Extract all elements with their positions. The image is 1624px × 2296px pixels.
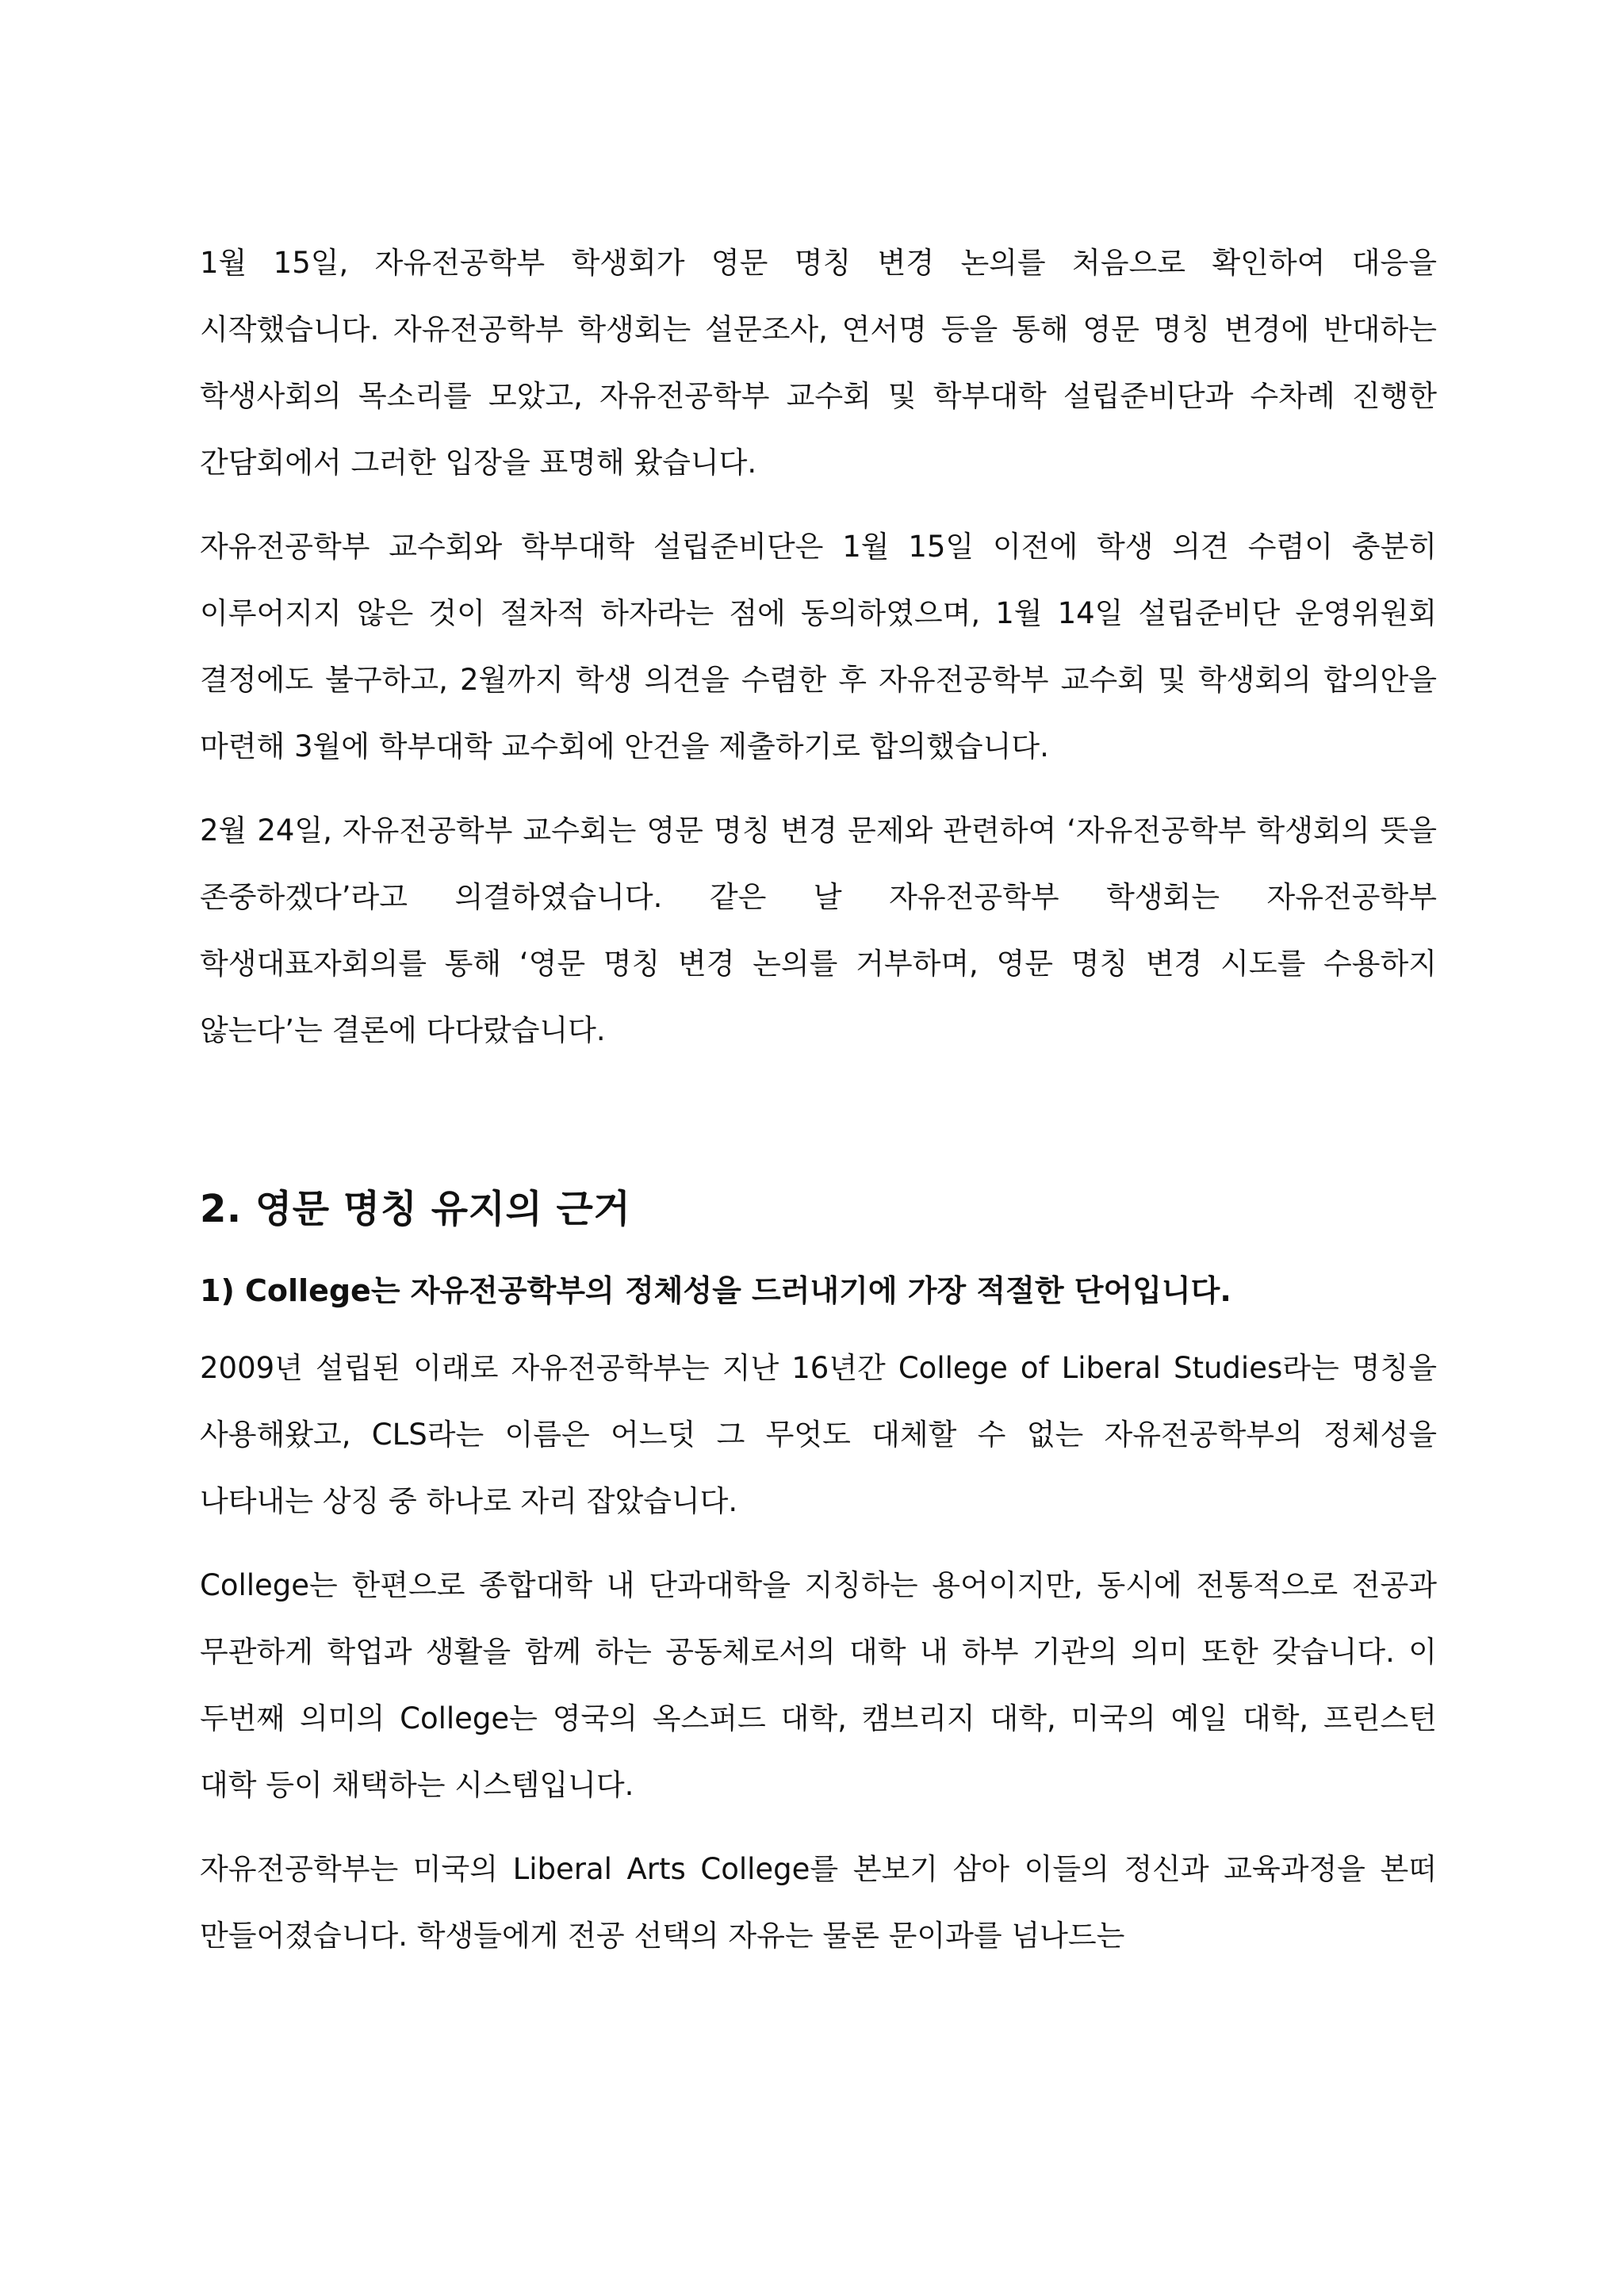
paragraph-section-2: College는 한편으로 종합대학 내 단과대학을 지칭하는 용어이지만, 동시에 전통적으로 전공과 무관하게 학업과 생활을 함께 하는 공동체로서의 대학 내 하부 기관의 의미 또한 갖습니다. 이 두번째 의미의 College는 영국의 옥스퍼드 대학, 캠브리지 대학, 미국의 예일 대학, 프린스턴 대학 등이 채택하는 시스템입니다.: [200, 1568, 1437, 1802]
paragraph-intro-2: 자유전공학부 교수회와 학부대학 설립준비단은 1월 15일 이전에 학생 의견 수렴이 충분히 이루어지지 않은 것이 절차적 하자라는 점에 동의하였으며, 1월 14일 설립준비단 운영위원회 결정에도 불구하고, 2월까지 학생 의견을 수렴한 후 자유전공학부 교수회 및 학생회의 합의안을 마련해 3월에 학부대학 교수회에 안건을 제출하기로 합의했습니다.: [200, 530, 1437, 763]
document-page: [200, 230, 1437, 1987]
paragraph-section-3: 자유전공학부는 미국의 Liberal Arts College를 본보기 삼아 이들의 정신과 교육과정을 본떠 만들어졌습니다. 학생들에게 전공 선택의 자유는 물론 문이과를 넘나드는: [200, 1852, 1437, 1953]
section-heading: 2. 영문 명칭 유지의 근거: [200, 1187, 631, 1231]
sub-heading: 1) College는 자유전공학부의 정체성을 드러내기에 가장 적절한 단어입니다.: [200, 1273, 1231, 1308]
paragraph-intro-1: 1월 15일, 자유전공학부 학생회가 영문 명칭 변경 논의를 처음으로 확인하여 대응을 시작했습니다. 자유전공학부 학생회는 설문조사, 연서명 등을 통해 영문 명칭 변경에 반대하는 학생사회의 목소리를 모았고, 자유전공학부 교수회 및 학부대학 설립준비단과 수차례 진행한 간담회에서 그러한 입장을 표명해 왔습니다.: [200, 246, 1437, 480]
paragraph-section-1: 2009년 설립된 이래로 자유전공학부는 지난 16년간 College of Liberal Studies라는 명칭을 사용해왔고, CLS라는 이름은 어느덧 그 무엇도 대체할 수 없는 자유전공학부의 정체성을 나타내는 상징 중 하나로 자리 잡았습니다.: [200, 1351, 1437, 1518]
paragraph-intro-3: 2월 24일, 자유전공학부 교수회는 영문 명칭 변경 문제와 관련하여 ‘자유전공학부 학생회의 뜻을 존중하겠다’라고 의결하였습니다. 같은 날 자유전공학부 학생회는 자유전공학부 학생대표자회의를 통해 ‘영문 명칭 변경 논의를 거부하며, 영문 명칭 변경 시도를 수용하지 않는다’는 결론에 다다랐습니다.: [200, 813, 1437, 1047]
